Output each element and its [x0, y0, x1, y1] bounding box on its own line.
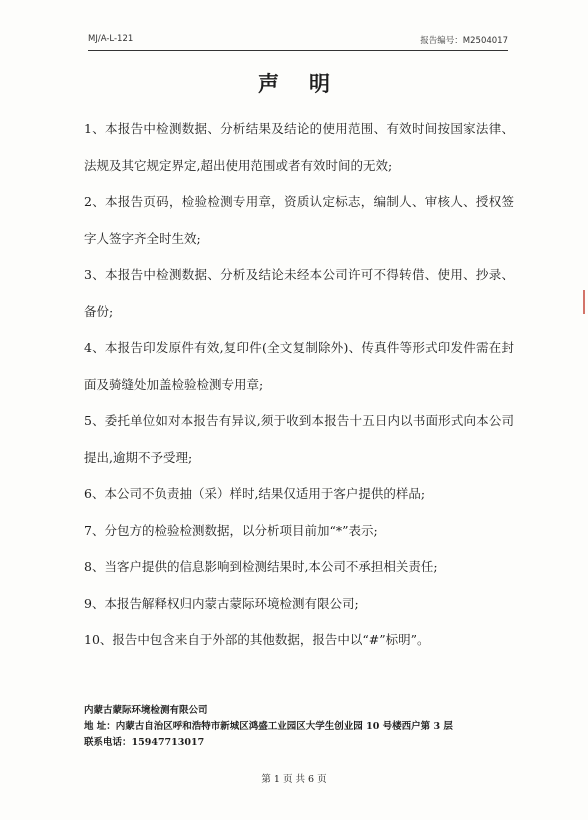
binding-seal-mark	[583, 290, 585, 314]
company-info	[84, 703, 524, 751]
statement-item-6: 6、本公司不负责抽（采）样时,结果仅适用于客户提供的样品;	[84, 486, 426, 501]
doc-code: MJ/A-L-121	[88, 34, 134, 44]
statement-item-10: 10、报告中包含来自于外部的其他数据，报告中以“#”标明”。	[84, 632, 430, 647]
page-title: 声明	[258, 71, 360, 96]
statement-list	[84, 111, 514, 659]
report-number: 报告编号：M2504017	[420, 36, 508, 46]
statement-item-7: 7、分包方的检验检测数据，以分析项目前加“*”表示;	[84, 522, 378, 538]
company-phone: 联系电话：15947713017	[84, 737, 205, 748]
page-header	[88, 34, 508, 51]
statement-item-5: 5、委托单位如对本报告有异议,须于收到本报告十五日内以书面形式向本公司提出,逾期不予受理;	[84, 413, 514, 465]
statement-item-3: 3、本报告中检测数据、分析及结论未经本公司许可不得转借、使用、抄录、备份;	[84, 267, 514, 319]
page-number: 第 1 页 共 6 页	[261, 774, 327, 785]
statement-item-1: 1、本报告中检测数据、分析结果及结论的使用范围、有效时间按国家法律、法规及其它规定界定,超出使用范围或者有效时间的无效;	[84, 121, 514, 173]
statement-item-8: 8、当客户提供的信息影响到检测结果时,本公司不承担相关责任;	[84, 559, 438, 574]
statement-item-2: 2、本报告页码，检验检测专用章，资质认定标志，编制人、审核人、授权签字人签字齐全时生效;	[84, 194, 514, 246]
company-address: 地 址：内蒙古自治区呼和浩特市新城区鸿盛工业园区大学生创业园 10 号楼西户第 3 层	[84, 721, 453, 732]
company-name: 内蒙古蒙际环境检测有限公司	[84, 705, 208, 716]
statement-item-4: 4、本报告印发原件有效,复印件(全文复制除外)、传真件等形式印发件需在封面及骑缝处加盖检验检测专用章;	[84, 340, 514, 392]
statement-item-9: 9、本报告解释权归内蒙古蒙际环境检测有限公司;	[84, 595, 359, 611]
